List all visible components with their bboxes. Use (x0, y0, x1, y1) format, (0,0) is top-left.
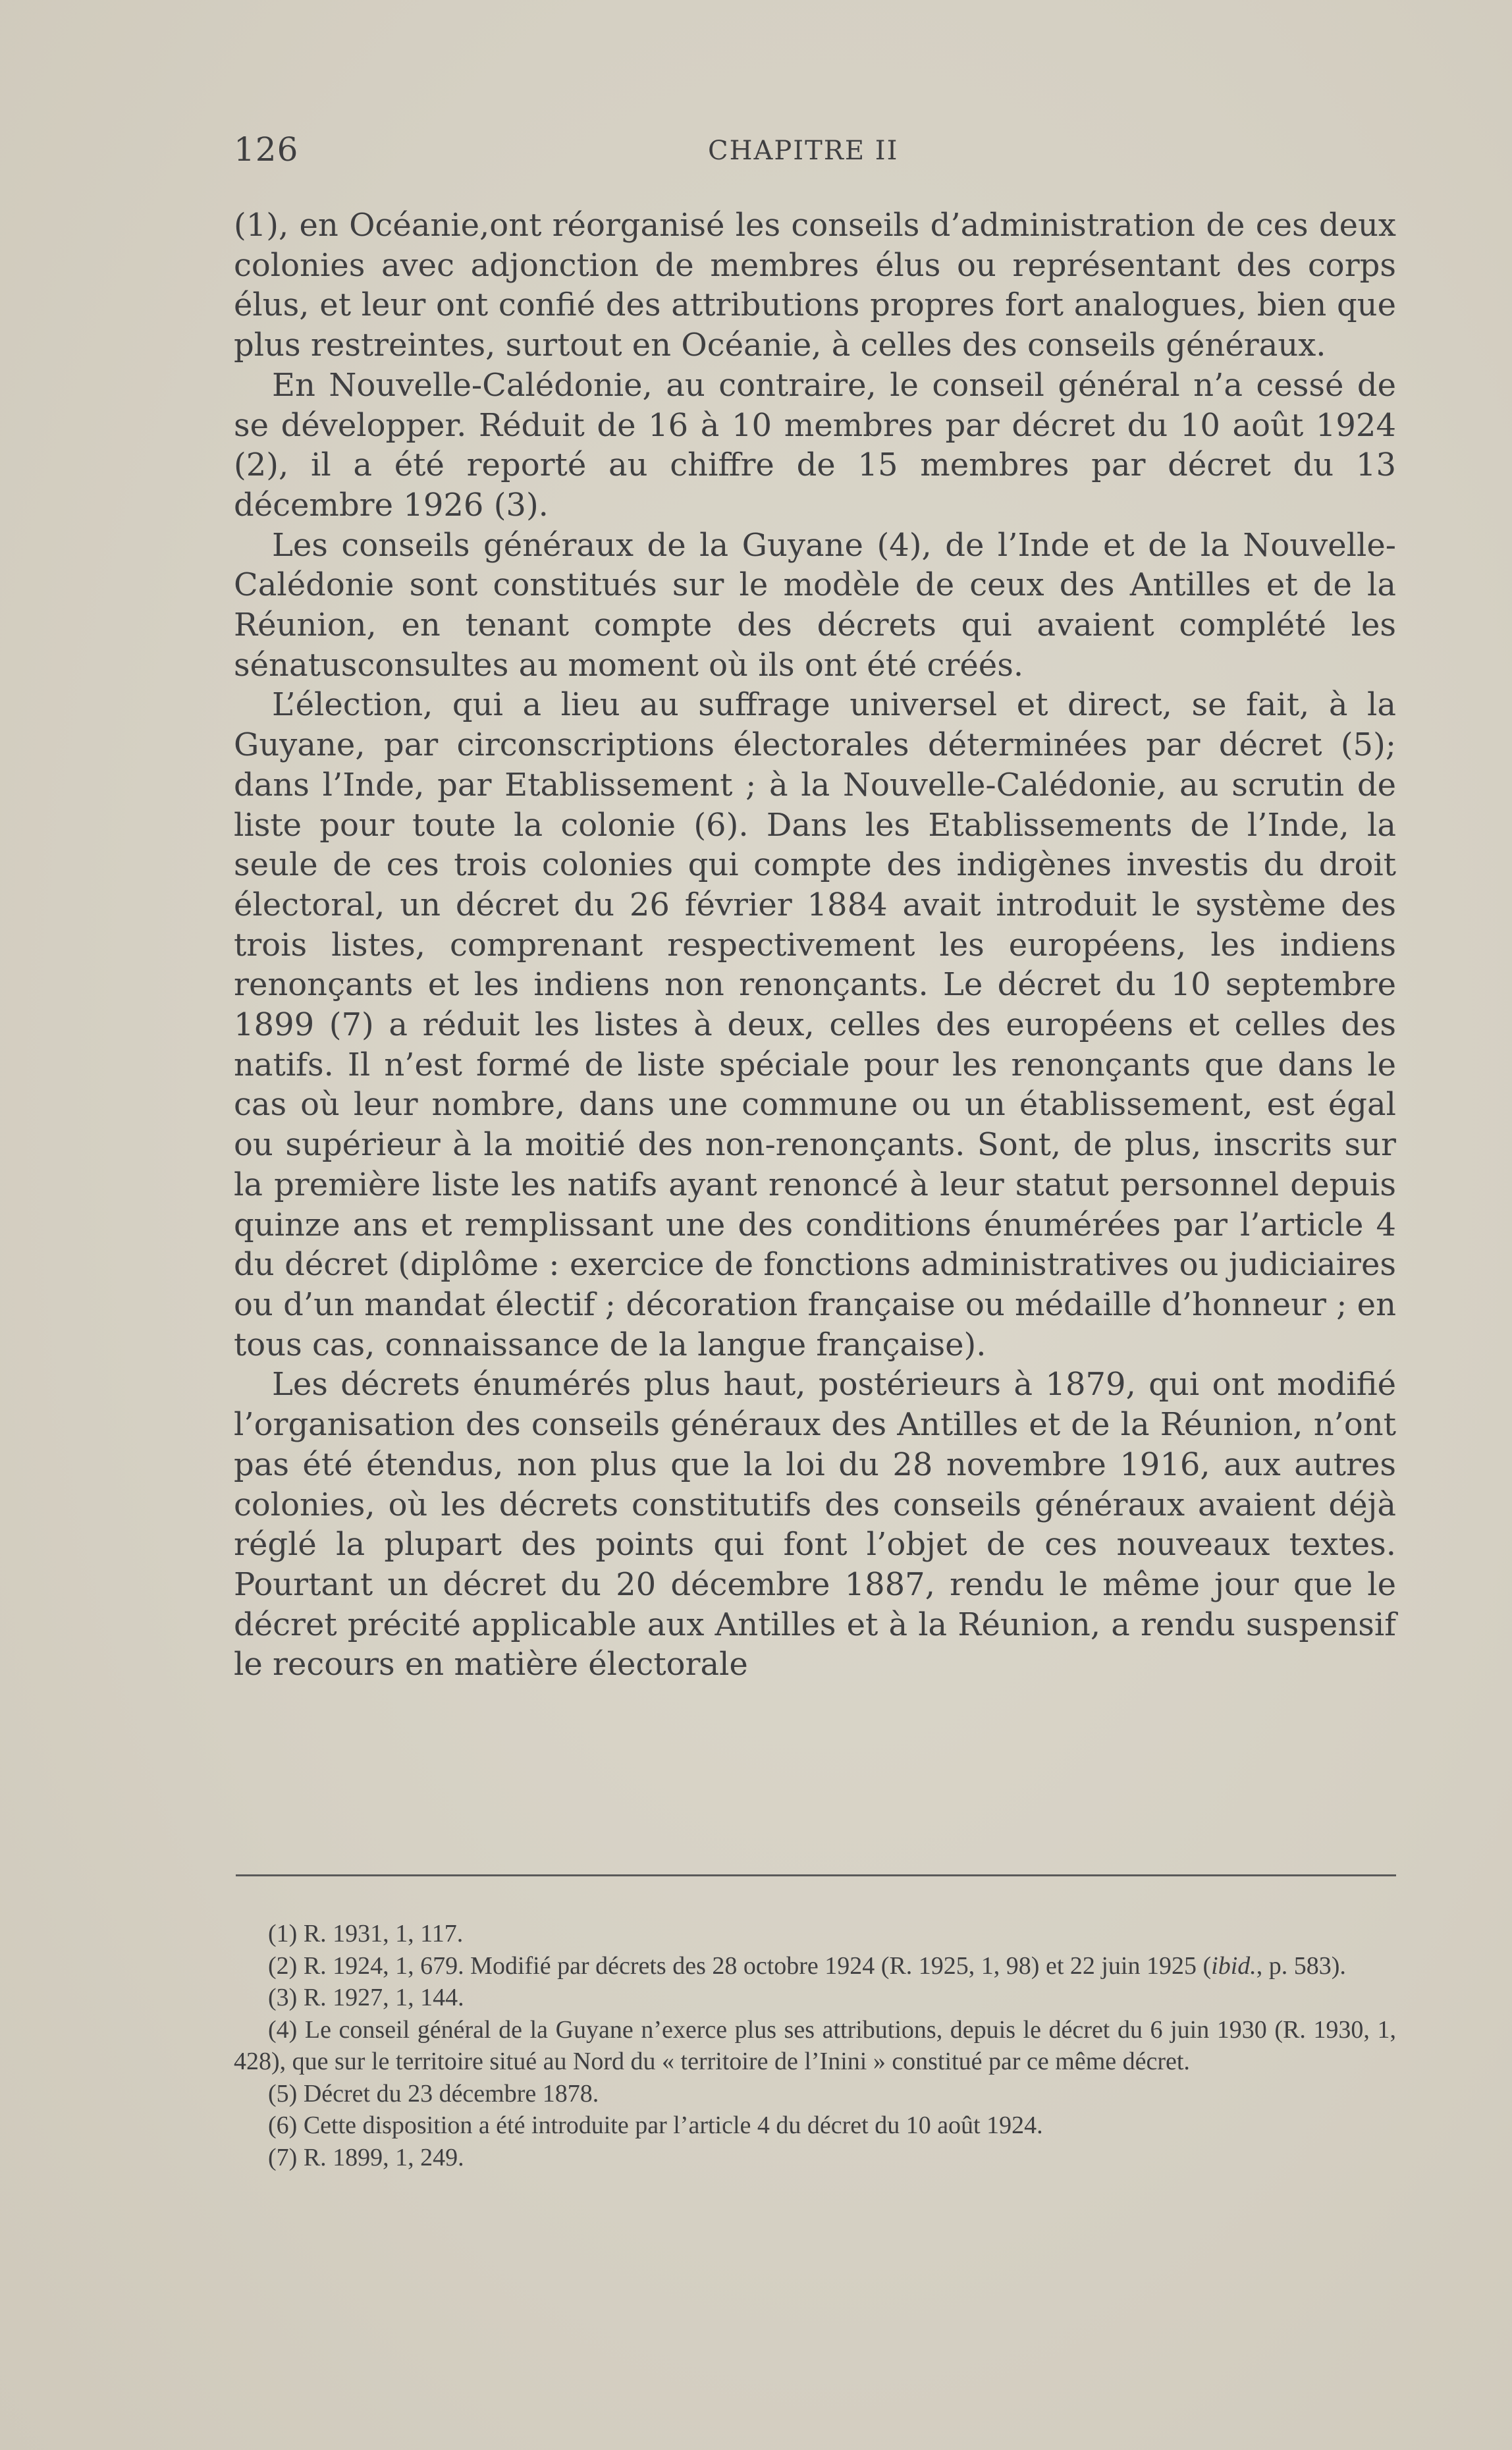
footnote-text: , p. 583). (1256, 1951, 1346, 1980)
footnote-text: R. 1924, 1, 679. Modifié par décrets des 28 octobre 1924 (R. 1925, 1, 98) et 22 juin 1925 ( (303, 1951, 1212, 1980)
running-title: CHAPITRE II (708, 136, 899, 166)
body-text (234, 205, 1396, 1685)
footnote-mark: (7) (268, 2143, 298, 2171)
footnote (234, 1950, 1396, 1982)
footnote-mark: (4) (268, 2015, 298, 2044)
footnote (234, 2078, 1396, 2110)
footnote (234, 2110, 1396, 2142)
footnote-mark: (2) (268, 1951, 298, 1980)
page-number: 126 (234, 130, 299, 169)
paragraph: Les conseils généraux de la Guyane (4), de l’Inde et de la Nouvelle-Calédonie sont constitués sur le modèle de ceux des Antilles et de la Réunion, en tenant compte des décrets qui avaient complété les sénatusconsultes au moment où ils ont été créés. (234, 526, 1396, 684)
footnote-text: Décret du 23 décembre 1878. (303, 2079, 599, 2108)
footnote-mark: (5) (268, 2079, 298, 2108)
footnote-text: R. 1931, 1, 117. (303, 1920, 464, 1947)
footnote (234, 2142, 1396, 2174)
paragraph: L’élection, qui a lieu au suffrage universel et direct, se fait, à la Guyane, par circonscriptions électorales déterminées par décret (5); dans l’Inde, par Etablissement ; à la Nouvelle-Calédonie, au scrutin de liste pour toute la colonie (6). Dans les Etablissements de l’Inde, la seule de ces trois colonies qui compte des indigènes investis du droit électoral, un décret du 26 février 1884 avait introduit le système des trois listes, comprenant respectivement les européens, les indiens renonçants et les indiens non renonçants. Le décret du 10 septembre 1899 (7) a réduit les listes à deux, celles des européens et celles des natifs. Il n’est formé de liste spéciale pour les renonçants que dans le cas où leur nombre, dans une commune ou un établissement, est égal ou supérieur à la moitié des non-renonçants. Sont, de plus, inscrits sur la première liste les natifs ayant renoncé à leur statut personnel depuis quinze ans et remplissant une des conditions énumérées par l’article 4 du décret (diplôme : exercice de fonctions administratives ou judiciaires ou d’un mandat électif ; décoration française ou médaille d’honneur ; en tous cas, connaissance de la langue française). (234, 686, 1396, 1363)
footnote-text: Cette disposition a été introduite par l’article 4 du décret du 10 août 1924. (303, 2111, 1043, 2139)
footnote-mark: (6) (268, 2111, 298, 2139)
page-header (234, 130, 1396, 170)
footnote (234, 1918, 1396, 1950)
footnotes (234, 1918, 1396, 2173)
paragraph: (1), en Océanie,ont réorganisé les conseils d’administration de ces deux colonies avec adjonction de membres élus ou représentant des corps élus, et leur ont confié des attributions propres fort analogues, bien que plus restreintes, surtout en Océanie, à celles des conseils généraux. (234, 207, 1396, 364)
footnote-text: R. 1899, 1, 249. (303, 2143, 464, 2171)
footnote (234, 1982, 1396, 2014)
footnote-mark: (1) (268, 1920, 298, 1947)
footnote-divider (236, 1874, 1396, 1876)
footnote-italic: ibid. (1211, 1951, 1256, 1980)
paragraph: En Nouvelle-Calédonie, au contraire, le conseil général n’a cessé de se développer. Réduit de 16 à 10 membres par décret du 10 août 1924 (2), il a été reporté au chiffre de 15 membres par décret du 13 décembre 1926 (3). (234, 366, 1396, 524)
footnote-text: R. 1927, 1, 144. (303, 1984, 464, 2011)
footnote-mark: (3) (268, 1984, 298, 2011)
paragraph: Les décrets énumérés plus haut, postérieurs à 1879, qui ont modifié l’organisation des conseils généraux des Antilles et de la Réunion, n’ont pas été étendus, non plus que la loi du 28 novembre 1916, aux autres colonies, où les décrets constitutifs des conseils généraux avaient déjà réglé la plupart des points qui font l’objet de ces nouveaux textes. Pourtant un décret du 20 décembre 1887, rendu le même jour que le décret précité applicable aux Antilles et à la Réunion, a rendu suspensif le recours en matière électorale (234, 1366, 1396, 1683)
footnote (234, 2014, 1396, 2078)
footnote-text: Le conseil général de la Guyane n’exerce plus ses attributions, depuis le décret du 6 juin 1930 (R. 1930, 1, 428), que sur le territoire situé au Nord du « territoire de l’Inini » constitué par ce même décret. (234, 2015, 1396, 2075)
